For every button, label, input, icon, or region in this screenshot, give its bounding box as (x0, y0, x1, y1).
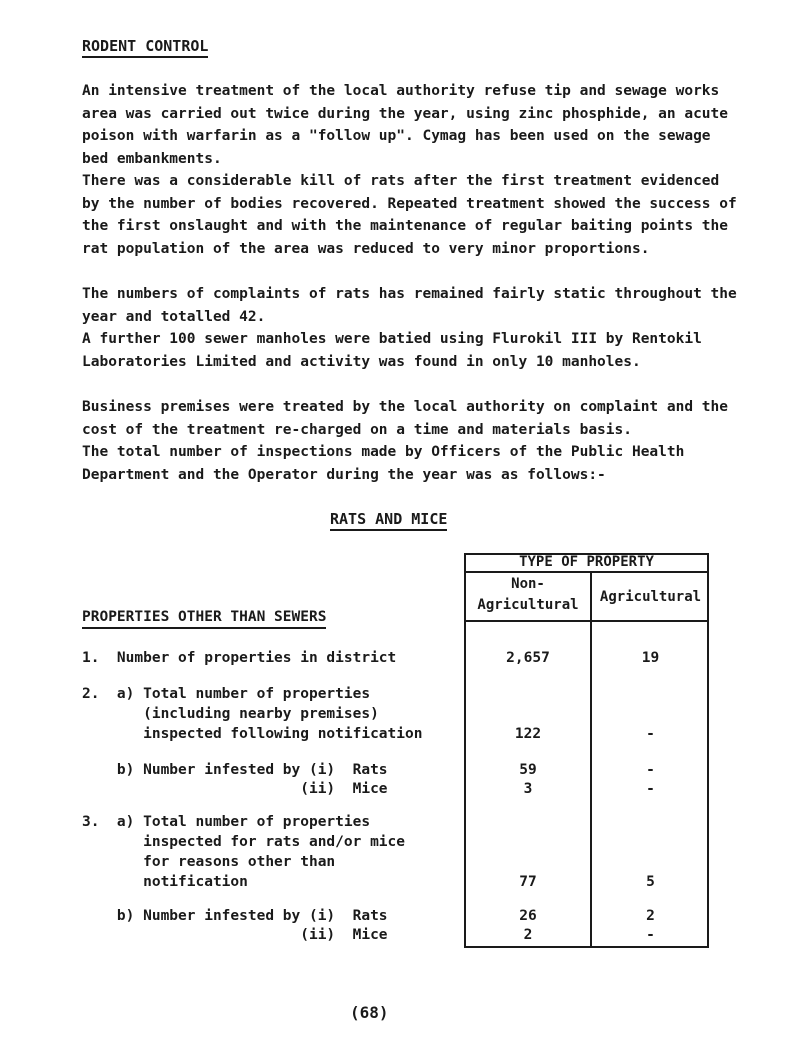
row-label-inspected-other-reasons: 3. a) Total number of properties inspected for rats and/or mice for reasons other than notification (82, 814, 406, 890)
cell-agricultural: - (646, 762, 655, 778)
section-title-rats-and-mice: RATS AND MICE (330, 509, 447, 531)
paragraph-treatment: An intensive treatment of the local authority refuse tip and sewage works area was carried out twice during the year, using zinc phosphide, an acute poison with warfarin as a "follow up". Cymag has been used on the sewage bed embankments. (82, 83, 729, 167)
paragraph-inspections: The total number of inspections made by Officers of the Public Health Department and the Operator during the year was as follows:- (82, 444, 685, 483)
paragraph-kill: There was a considerable kill of rats after the first treatment evidenced by the number of bodies recovered. Repeated treatment showed the success of the first onslaught and with the maintenance of regular baiting points the rat population of the area was reduced to very minor proportions. (82, 173, 737, 257)
column-header-divider (464, 620, 709, 622)
cell-agricultural: 2 (646, 908, 655, 924)
column-header-agricultural: Agricultural (599, 589, 702, 605)
paragraph-complaints: The numbers of complaints of rats has remained fairly static throughout the year and totalled 42. (82, 286, 737, 325)
cell-non-agricultural: 2,657 (506, 650, 550, 666)
column-header-non-agricultural: Non- Agricultural (477, 576, 579, 613)
paragraph-manholes: A further 100 sewer manholes were batied using Flurokil III by Rentokil Laboratories Limited and activity was found in only 10 manholes. (82, 331, 702, 370)
page-title: RODENT CONTROL (82, 36, 208, 58)
row-label-other-infested-mice: (ii) Mice (82, 927, 388, 943)
row-heading-properties: PROPERTIES OTHER THAN SEWERS (82, 607, 326, 629)
cell-agricultural: 5 (646, 874, 655, 890)
cell-agricultural: - (646, 726, 655, 742)
page-number: (68) (350, 1003, 389, 1022)
type-of-property-header: TYPE OF PROPERTY (519, 554, 654, 570)
row-label-properties-in-district: 1. Number of properties in district (82, 650, 397, 666)
row-label-infested-rats: b) Number infested by (i) Rats (82, 762, 388, 778)
cell-non-agricultural: 3 (523, 781, 533, 797)
row-label-inspected-following-notification: 2. a) Total number of properties (including nearby premises) inspected following notification (82, 686, 423, 742)
row-label-infested-mice: (ii) Mice (82, 781, 388, 797)
cell-agricultural: 19 (641, 650, 660, 666)
cell-non-agricultural: 2 (523, 927, 533, 943)
paragraph-business: Business premises were treated by the local authority on complaint and the cost of the treatment re-charged on a time and materials basis. (82, 399, 729, 438)
cell-agricultural: - (646, 927, 655, 943)
cell-non-agricultural: 122 (514, 726, 542, 742)
cell-non-agricultural: 59 (519, 762, 537, 778)
cell-non-agricultural: 77 (519, 874, 537, 890)
cell-agricultural: - (646, 781, 655, 797)
row-label-other-infested-rats: b) Number infested by (i) Rats (82, 908, 388, 924)
cell-non-agricultural: 26 (519, 908, 537, 924)
